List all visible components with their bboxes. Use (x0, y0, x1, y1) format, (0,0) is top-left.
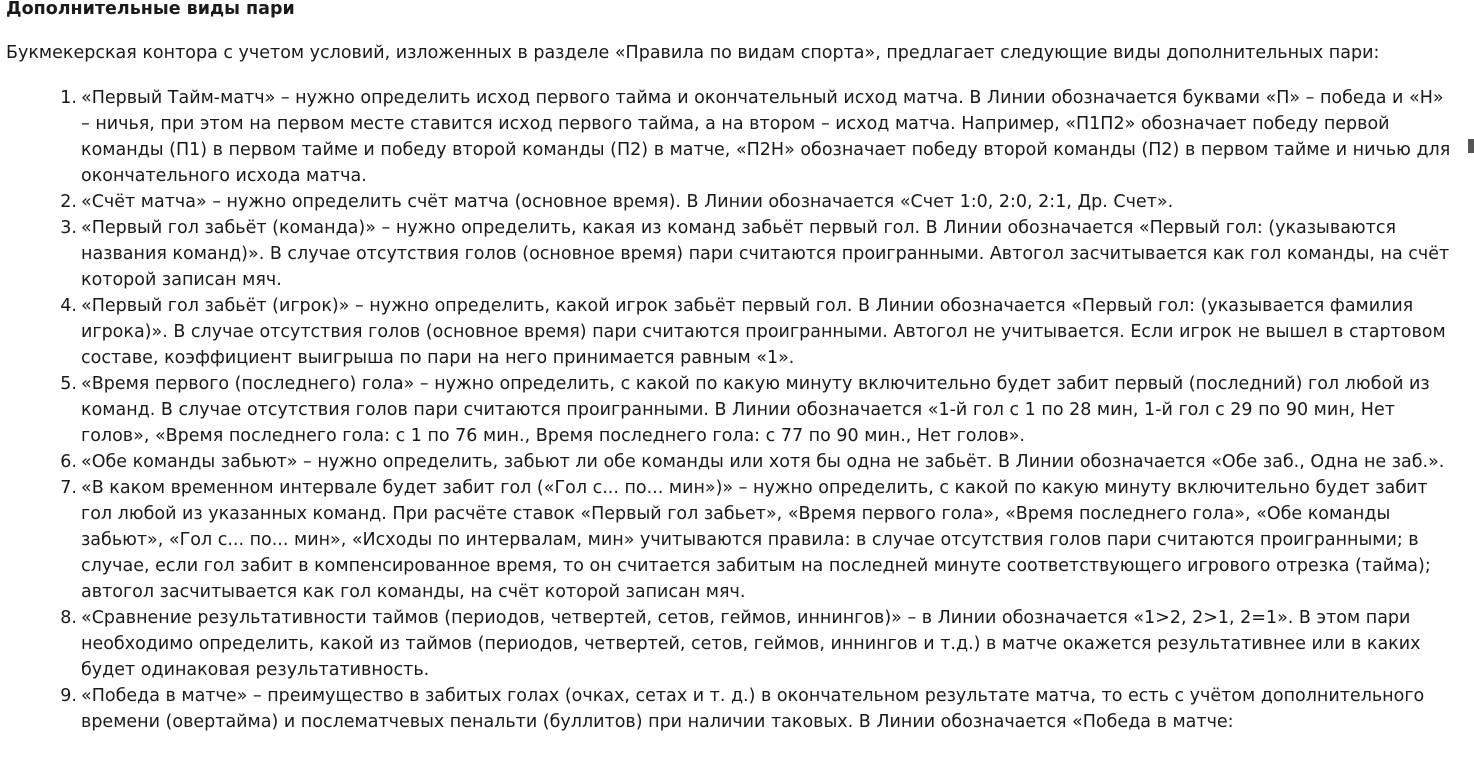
list-item-number: 7. (60, 478, 77, 498)
list-item (0, 605, 1455, 683)
list-item-text: «Счёт матча» – нужно определить счёт матча (основное время). В Линии обозначается «Счет 1:0, 2:0, 2:1, Др. Счет». (81, 192, 1174, 212)
list-item (0, 683, 1455, 735)
list-item-number: 5. (60, 374, 77, 394)
list-item-text: «Сравнение результативности таймов (периодов, четвертей, сетов, геймов, иннингов)» – в Линии обозначается «1>2, 2>1, 2=1». В этом пари необходимо определить, какой из таймов (периодов, четвертей, сетов, геймов, иннингов и т.д.) в матче окажется результативнее или в каких будет одинаковая результативность. (81, 608, 1421, 680)
list-item (0, 371, 1455, 449)
list-item-number: 4. (60, 296, 77, 316)
list-item-number: 9. (60, 686, 77, 706)
list-item (0, 85, 1455, 189)
list-item-text: «Обе команды забьют» – нужно определить, забьют ли обе команды или хотя бы одна не забьёт. В Линии обозначается «Обе заб., Одна не заб.». (81, 452, 1445, 472)
list-item-number: 2. (60, 192, 77, 212)
list-item-text: «Время первого (последнего) гола» – нужно определить, с какой по какую минуту включительно будет забит первый (последний) гол любой из команд. В случае отсутствия голов пари считаются проигранными. В Линии обозначается «1-й гол с 1 по 28 мин, 1-й гол с 29 по 90 мин, Нет голов», «Время последнего гола: с 1 по 76 мин., Время последнего гола: с 77 по 90 мин., Нет голов». (81, 374, 1430, 446)
list-item-text: «Первый Тайм-матч» – нужно определить исход первого тайма и окончательный исход матча. В Линии обозначается буквами «П» – победа и «Н» – ничья, при этом на первом месте ставится исход первого тайма, а на втором – исход матча. Например, «П1П2» обозначает победу первой команды (П1) в первом тайме и победу второй команды (П2) в матче, «П2Н» обозначает победу второй команды (П2) в первом тайме и ничью для окончательного исхода матча. (81, 88, 1451, 186)
list-item (0, 293, 1455, 371)
list-item-number: 1. (60, 88, 77, 108)
list-item (0, 475, 1455, 605)
bet-types-list (0, 85, 1455, 735)
scrollbar-thumb[interactable] (1468, 139, 1474, 153)
list-item-text: «Первый гол забьёт (команда)» – нужно определить, какая из команд забьёт первый гол. В Линии обозначается «Первый гол: (указываются названия команд)». В случае отсутствия голов (основное время) пари считаются проигранными. Автогол засчитывается как гол команды, на счёт которой записан мяч. (81, 218, 1450, 290)
list-item (0, 189, 1455, 215)
list-item-number: 3. (60, 218, 77, 238)
intro-paragraph: Букмекерская контора с учетом условий, изложенных в разделе «Правила по видам спорта», предлагает следующие виды дополнительных пари: (6, 43, 1380, 63)
list-item-number: 8. (60, 608, 77, 628)
list-item-text: «В каком временном интервале будет забит гол («Гол с... по... мин»)» – нужно определить, с какой по какую минуту включительно будет забит гол любой из указанных команд. При расчёте ставок «Первый гол забьет», «Время первого гола», «Время последнего гола», «Обе команды забьют», «Гол с... по... мин», «Исходы по интервалам, мин» учитываются правила: в случае отсутствия голов пари считаются проигранными; в случае, если гол забит в компенсированное время, то он считается забитым на последней минуте соответствующего игрового отрезка (тайма); автогол засчитывается как гол команды, на счёт которой записан мяч. (81, 478, 1431, 602)
list-item (0, 215, 1455, 293)
list-item (0, 449, 1455, 475)
list-item-text: «Первый гол забьёт (игрок)» – нужно определить, какой игрок забьёт первый гол. В Линии обозначается «Первый гол: (указывается фамилия игрока)». В случае отсутствия голов (основное время) пари считаются проигранными. Автогол не учитывается. Если игрок не вышел в стартовом составе, коэффициент выигрыша по пари на него принимается равным «1». (81, 296, 1446, 368)
section-title: Дополнительные виды пари (6, 0, 295, 19)
list-item-number: 6. (60, 452, 77, 472)
list-item-text: «Победа в матче» – преимущество в забитых голах (очках, сетах и т. д.) в окончательном результате матча, то есть с учётом дополнительного времени (овертайма) и послематчевых пенальти (буллитов) при наличии таковых. В Линии обозначается «Победа в матче: (81, 686, 1425, 732)
